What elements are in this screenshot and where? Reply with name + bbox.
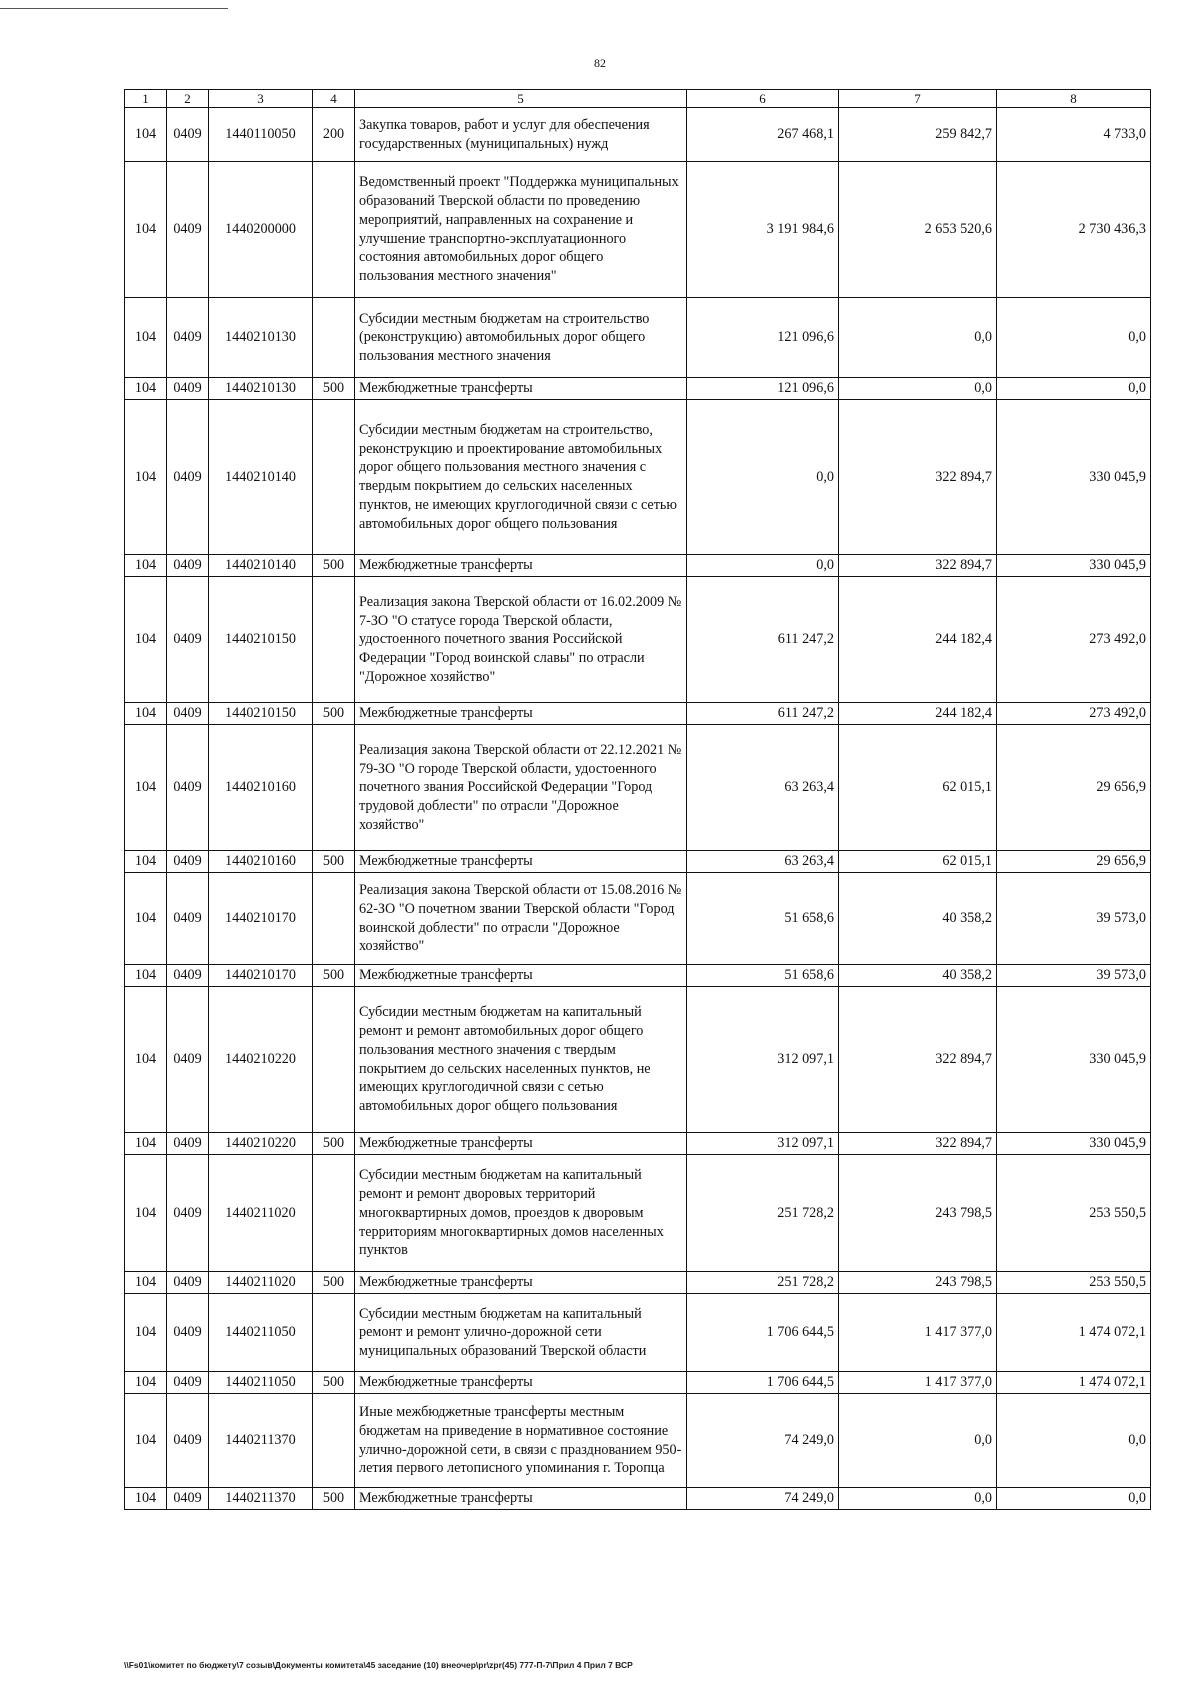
cell-target-article: 1440210150 — [209, 703, 313, 725]
cell-expense-type — [313, 987, 355, 1133]
cell-description: Межбюджетные трансферты — [355, 965, 687, 987]
cell-value-col8: 330 045,9 — [997, 1133, 1151, 1155]
cell-value-col7: 322 894,7 — [839, 555, 997, 577]
cell-description: Межбюджетные трансферты — [355, 703, 687, 725]
cell-subsection-code: 0409 — [167, 987, 209, 1133]
cell-target-article: 1440210220 — [209, 1133, 313, 1155]
cell-value-col8: 273 492,0 — [997, 703, 1151, 725]
cell-value-col8: 39 573,0 — [997, 873, 1151, 965]
table-body — [125, 108, 1151, 1510]
cell-value-col7: 322 894,7 — [839, 1133, 997, 1155]
cell-description: Реализация закона Тверской области от 22.12.2021 № 79-ЗО "О городе Тверской области, удостоенного почетного звания Российской Федерации "Город трудовой доблести" по отрасли "Дорожное хозяйство" — [355, 725, 687, 851]
cell-expense-type — [313, 162, 355, 298]
table-row — [125, 577, 1151, 703]
cell-value-col8: 330 045,9 — [997, 555, 1151, 577]
cell-value-col6: 312 097,1 — [687, 1133, 839, 1155]
budget-table — [124, 89, 1151, 1510]
column-header: 8 — [997, 90, 1151, 108]
column-header: 4 — [313, 90, 355, 108]
cell-expense-type — [313, 1394, 355, 1488]
cell-value-col7: 244 182,4 — [839, 703, 997, 725]
cell-section-code: 104 — [125, 1155, 167, 1272]
cell-value-col6: 312 097,1 — [687, 987, 839, 1133]
cell-section-code: 104 — [125, 378, 167, 400]
cell-subsection-code: 0409 — [167, 1155, 209, 1272]
table-row — [125, 1133, 1151, 1155]
cell-description: Межбюджетные трансферты — [355, 1488, 687, 1510]
cell-subsection-code: 0409 — [167, 725, 209, 851]
cell-value-col7: 322 894,7 — [839, 400, 997, 555]
table-row — [125, 987, 1151, 1133]
cell-section-code: 104 — [125, 400, 167, 555]
cell-expense-type: 500 — [313, 1133, 355, 1155]
cell-value-col7: 0,0 — [839, 1394, 997, 1488]
cell-section-code: 104 — [125, 1133, 167, 1155]
cell-value-col6: 63 263,4 — [687, 851, 839, 873]
cell-section-code: 104 — [125, 1488, 167, 1510]
cell-expense-type: 500 — [313, 1488, 355, 1510]
cell-description: Субсидии местным бюджетам на капитальный ремонт и ремонт автомобильных дорог общего пользования местного значения с твердым покрытием до сельских населенных пунктов, не имеющих круглогодичной связи с сетью автомобильных дорог общего пользования — [355, 987, 687, 1133]
cell-section-code: 104 — [125, 298, 167, 378]
column-header: 7 — [839, 90, 997, 108]
cell-subsection-code: 0409 — [167, 577, 209, 703]
cell-expense-type: 500 — [313, 1272, 355, 1294]
cell-value-col7: 40 358,2 — [839, 873, 997, 965]
cell-target-article: 1440210140 — [209, 555, 313, 577]
cell-subsection-code: 0409 — [167, 1294, 209, 1372]
cell-value-col7: 62 015,1 — [839, 851, 997, 873]
cell-value-col8: 29 656,9 — [997, 725, 1151, 851]
cell-value-col8: 1 474 072,1 — [997, 1372, 1151, 1394]
cell-value-col8: 2 730 436,3 — [997, 162, 1151, 298]
cell-section-code: 104 — [125, 1394, 167, 1488]
cell-target-article: 1440210170 — [209, 965, 313, 987]
cell-subsection-code: 0409 — [167, 965, 209, 987]
cell-value-col6: 1 706 644,5 — [687, 1372, 839, 1394]
cell-target-article: 1440210130 — [209, 378, 313, 400]
cell-target-article: 1440211050 — [209, 1372, 313, 1394]
cell-description: Субсидии местным бюджетам на капитальный ремонт и ремонт дворовых территорий многоквартирных домов, проездов к дворовым территориям многоквартирных домов населенных пунктов — [355, 1155, 687, 1272]
cell-section-code: 104 — [125, 987, 167, 1133]
cell-subsection-code: 0409 — [167, 851, 209, 873]
cell-value-col7: 2 653 520,6 — [839, 162, 997, 298]
page-number: 82 — [594, 56, 606, 70]
cell-expense-type — [313, 298, 355, 378]
table-row — [125, 1272, 1151, 1294]
cell-value-col7: 40 358,2 — [839, 965, 997, 987]
table-row — [125, 298, 1151, 378]
cell-value-col8: 29 656,9 — [997, 851, 1151, 873]
cell-description: Закупка товаров, работ и услуг для обеспечения государственных (муниципальных) нужд — [355, 108, 687, 162]
cell-description: Ведомственный проект "Поддержка муниципальных образований Тверской области по проведению мероприятий, направленных на сохранение и улучшение транспортно-эксплуатационного состояния автомобильных дорог общего пользования местного значения" — [355, 162, 687, 298]
cell-expense-type — [313, 1294, 355, 1372]
cell-value-col6: 51 658,6 — [687, 965, 839, 987]
cell-value-col6: 1 706 644,5 — [687, 1294, 839, 1372]
cell-value-col7: 0,0 — [839, 298, 997, 378]
cell-subsection-code: 0409 — [167, 1272, 209, 1294]
cell-description: Межбюджетные трансферты — [355, 1372, 687, 1394]
top-rule — [0, 8, 228, 9]
cell-target-article: 1440200000 — [209, 162, 313, 298]
cell-target-article: 1440210170 — [209, 873, 313, 965]
cell-expense-type: 200 — [313, 108, 355, 162]
cell-target-article: 1440211370 — [209, 1394, 313, 1488]
cell-description: Субсидии местным бюджетам на капитальный ремонт и ремонт улично-дорожной сети муниципальных образований Тверской области — [355, 1294, 687, 1372]
column-header: 5 — [355, 90, 687, 108]
column-header: 2 — [167, 90, 209, 108]
cell-value-col6: 3 191 984,6 — [687, 162, 839, 298]
cell-target-article: 1440211020 — [209, 1272, 313, 1294]
column-header: 1 — [125, 90, 167, 108]
cell-subsection-code: 0409 — [167, 162, 209, 298]
cell-expense-type: 500 — [313, 703, 355, 725]
cell-subsection-code: 0409 — [167, 108, 209, 162]
cell-description: Межбюджетные трансферты — [355, 851, 687, 873]
cell-section-code: 104 — [125, 725, 167, 851]
cell-value-col7: 243 798,5 — [839, 1155, 997, 1272]
cell-value-col8: 1 474 072,1 — [997, 1294, 1151, 1372]
cell-value-col8: 253 550,5 — [997, 1272, 1151, 1294]
cell-section-code: 104 — [125, 851, 167, 873]
footer-file-path: \\Fs01\комитет по бюджету\7 созыв\Документы комитета\45 заседание (10) внеочер\pr\zpr(45) 777-П-7\Прил 4 Прил 7 ВСР — [124, 1660, 633, 1670]
cell-subsection-code: 0409 — [167, 400, 209, 555]
table-row — [125, 378, 1151, 400]
cell-subsection-code: 0409 — [167, 703, 209, 725]
cell-target-article: 1440210160 — [209, 725, 313, 851]
cell-subsection-code: 0409 — [167, 1394, 209, 1488]
table-row — [125, 725, 1151, 851]
cell-target-article: 1440210130 — [209, 298, 313, 378]
cell-expense-type: 500 — [313, 965, 355, 987]
cell-subsection-code: 0409 — [167, 298, 209, 378]
cell-target-article: 1440211370 — [209, 1488, 313, 1510]
cell-section-code: 104 — [125, 108, 167, 162]
table-row — [125, 108, 1151, 162]
cell-value-col6: 611 247,2 — [687, 703, 839, 725]
cell-target-article: 1440110050 — [209, 108, 313, 162]
cell-section-code: 104 — [125, 1372, 167, 1394]
cell-value-col7: 244 182,4 — [839, 577, 997, 703]
cell-value-col7: 1 417 377,0 — [839, 1372, 997, 1394]
cell-value-col8: 0,0 — [997, 378, 1151, 400]
cell-expense-type — [313, 400, 355, 555]
cell-value-col6: 74 249,0 — [687, 1488, 839, 1510]
cell-description: Межбюджетные трансферты — [355, 1133, 687, 1155]
cell-target-article: 1440210160 — [209, 851, 313, 873]
table-row — [125, 873, 1151, 965]
cell-expense-type: 500 — [313, 851, 355, 873]
table-row — [125, 965, 1151, 987]
cell-target-article: 1440211050 — [209, 1294, 313, 1372]
cell-value-col8: 0,0 — [997, 1394, 1151, 1488]
cell-value-col6: 251 728,2 — [687, 1155, 839, 1272]
column-header: 3 — [209, 90, 313, 108]
table-row — [125, 1294, 1151, 1372]
table-row — [125, 1394, 1151, 1488]
cell-section-code: 104 — [125, 555, 167, 577]
cell-section-code: 104 — [125, 162, 167, 298]
table-row — [125, 555, 1151, 577]
cell-description: Иные межбюджетные трансферты местным бюджетам на приведение в нормативное состояние улично-дорожной сети, в связи с празднованием 950-летия первого летописного упоминания г. Торопца — [355, 1394, 687, 1488]
cell-value-col8: 253 550,5 — [997, 1155, 1151, 1272]
cell-value-col7: 0,0 — [839, 378, 997, 400]
cell-subsection-code: 0409 — [167, 1133, 209, 1155]
table-row — [125, 162, 1151, 298]
cell-value-col6: 63 263,4 — [687, 725, 839, 851]
cell-value-col8: 0,0 — [997, 1488, 1151, 1510]
cell-value-col6: 267 468,1 — [687, 108, 839, 162]
table-row — [125, 1372, 1151, 1394]
cell-value-col6: 121 096,6 — [687, 298, 839, 378]
cell-value-col6: 121 096,6 — [687, 378, 839, 400]
cell-expense-type: 500 — [313, 555, 355, 577]
cell-value-col8: 0,0 — [997, 298, 1151, 378]
cell-target-article: 1440210150 — [209, 577, 313, 703]
cell-description: Межбюджетные трансферты — [355, 378, 687, 400]
cell-section-code: 104 — [125, 965, 167, 987]
cell-description: Реализация закона Тверской области от 16.02.2009 № 7-ЗО "О статусе города Тверской области, удостоенного почетного звания Российской Федерации "Город воинской славы" по отрасли "Дорожное хозяйство" — [355, 577, 687, 703]
cell-section-code: 104 — [125, 1294, 167, 1372]
cell-expense-type — [313, 1155, 355, 1272]
table-row — [125, 851, 1151, 873]
table-row — [125, 1155, 1151, 1272]
cell-value-col6: 0,0 — [687, 400, 839, 555]
cell-description: Субсидии местным бюджетам на строительство, реконструкцию и проектирование автомобильных дорог общего пользования местного значения с твердым покрытием до сельских населенных пунктов, не имеющих круглогодичной связи с сетью автомобильных дорог общего пользования — [355, 400, 687, 555]
cell-value-col7: 0,0 — [839, 1488, 997, 1510]
cell-target-article: 1440210220 — [209, 987, 313, 1133]
cell-value-col8: 273 492,0 — [997, 577, 1151, 703]
cell-value-col6: 611 247,2 — [687, 577, 839, 703]
header-row — [125, 90, 1151, 108]
cell-target-article: 1440211020 — [209, 1155, 313, 1272]
table-row — [125, 703, 1151, 725]
cell-value-col8: 4 733,0 — [997, 108, 1151, 162]
cell-subsection-code: 0409 — [167, 378, 209, 400]
table-row — [125, 1488, 1151, 1510]
cell-expense-type — [313, 577, 355, 703]
cell-subsection-code: 0409 — [167, 873, 209, 965]
column-header: 6 — [687, 90, 839, 108]
cell-subsection-code: 0409 — [167, 555, 209, 577]
cell-description: Межбюджетные трансферты — [355, 1272, 687, 1294]
cell-description: Реализация закона Тверской области от 15.08.2016 № 62-ЗО "О почетном звании Тверской области "Город воинской доблести" по отрасли "Дорожное хозяйство" — [355, 873, 687, 965]
cell-expense-type: 500 — [313, 378, 355, 400]
cell-value-col7: 1 417 377,0 — [839, 1294, 997, 1372]
cell-section-code: 104 — [125, 703, 167, 725]
cell-expense-type: 500 — [313, 1372, 355, 1394]
table-row — [125, 400, 1151, 555]
cell-value-col7: 62 015,1 — [839, 725, 997, 851]
cell-value-col7: 243 798,5 — [839, 1272, 997, 1294]
cell-description: Субсидии местным бюджетам на строительство (реконструкцию) автомобильных дорог общего пользования местного значения — [355, 298, 687, 378]
cell-section-code: 104 — [125, 577, 167, 703]
cell-target-article: 1440210140 — [209, 400, 313, 555]
cell-value-col8: 330 045,9 — [997, 400, 1151, 555]
cell-value-col8: 39 573,0 — [997, 965, 1151, 987]
cell-value-col6: 251 728,2 — [687, 1272, 839, 1294]
cell-value-col6: 51 658,6 — [687, 873, 839, 965]
cell-value-col6: 0,0 — [687, 555, 839, 577]
cell-section-code: 104 — [125, 1272, 167, 1294]
cell-value-col7: 322 894,7 — [839, 987, 997, 1133]
cell-value-col7: 259 842,7 — [839, 108, 997, 162]
cell-expense-type — [313, 873, 355, 965]
cell-section-code: 104 — [125, 873, 167, 965]
cell-value-col6: 74 249,0 — [687, 1394, 839, 1488]
cell-subsection-code: 0409 — [167, 1488, 209, 1510]
cell-subsection-code: 0409 — [167, 1372, 209, 1394]
cell-description: Межбюджетные трансферты — [355, 555, 687, 577]
cell-expense-type — [313, 725, 355, 851]
cell-value-col8: 330 045,9 — [997, 987, 1151, 1133]
